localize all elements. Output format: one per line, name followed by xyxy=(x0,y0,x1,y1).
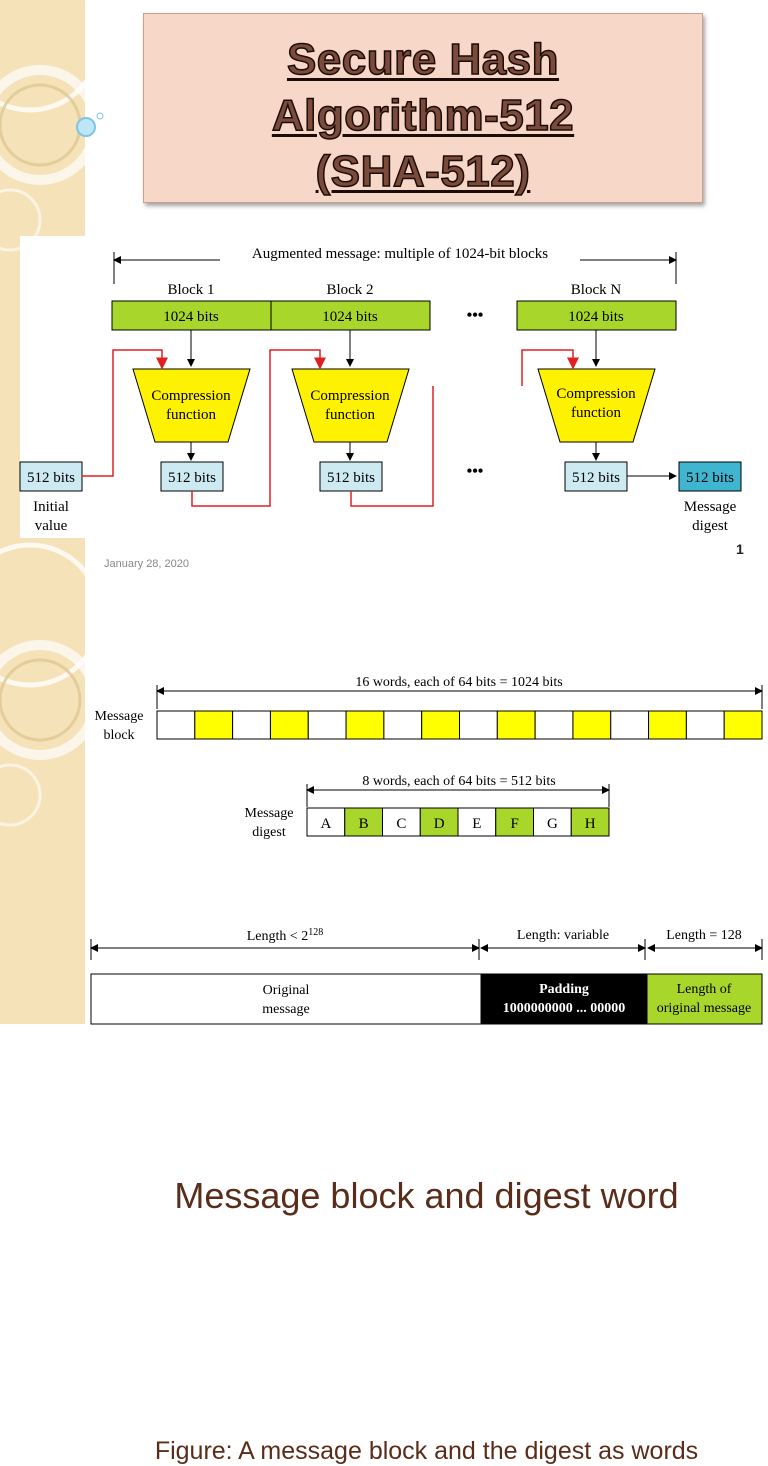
message-word-cell xyxy=(195,711,233,739)
block-span-label: 16 words, each of 64 bits = 1024 bits xyxy=(355,675,563,690)
message-word-cell xyxy=(724,711,762,739)
svg-text:512 bits: 512 bits xyxy=(327,470,375,486)
svg-text:function: function xyxy=(325,407,375,423)
digest-word-label: C xyxy=(396,816,407,832)
title-box xyxy=(143,13,703,203)
message-word-cell xyxy=(686,711,724,739)
block-name: Block 2 xyxy=(326,282,374,298)
message-word-cell xyxy=(535,711,573,739)
page-number: 1 xyxy=(736,541,744,557)
digest-word-label: G xyxy=(546,816,558,832)
svg-text:512 bits: 512 bits xyxy=(27,470,75,486)
svg-text:Message: Message xyxy=(244,806,294,821)
svg-text:1000000000 ... 00000: 1000000000 ... 00000 xyxy=(502,1001,626,1016)
svg-text:block: block xyxy=(103,728,135,743)
sha512-diagram xyxy=(20,236,748,538)
slide-date: January 28, 2020 xyxy=(104,558,190,570)
compression-function xyxy=(292,369,409,442)
svg-text:Padding: Padding xyxy=(539,982,589,997)
title-line: (SHA-512) xyxy=(315,147,531,196)
title-line: Secure Hash xyxy=(286,35,560,84)
svg-text:message: message xyxy=(262,1002,310,1017)
word-diagram xyxy=(0,575,768,1024)
svg-text:function: function xyxy=(166,407,216,423)
digest-span-label: 8 words, each of 64 bits = 512 bits xyxy=(362,774,556,789)
figure-caption: Figure: A message block and the digest as words xyxy=(154,1437,699,1465)
length-label-original: Length < $2^{128}$ xyxy=(246,927,324,944)
message-word-cell xyxy=(422,711,460,739)
message-block-words xyxy=(157,711,762,739)
digest-word-label: A xyxy=(320,816,332,832)
compression-function xyxy=(133,369,250,442)
svg-text:Message: Message xyxy=(94,709,144,724)
svg-text:original message: original message xyxy=(656,1001,752,1016)
digest-word-label: F xyxy=(510,816,519,832)
message-word-cell xyxy=(460,711,498,739)
svg-text:digest: digest xyxy=(252,825,286,840)
sha512-diagram-svg xyxy=(20,236,748,538)
svg-text:512 bits: 512 bits xyxy=(168,470,216,486)
initial-label: Initial xyxy=(33,499,69,515)
digest-word-label: B xyxy=(358,816,369,832)
svg-text:Length of: Length of xyxy=(676,982,732,997)
digest-word-label: H xyxy=(584,816,596,832)
svg-text:digest: digest xyxy=(692,518,728,534)
svg-text:value: value xyxy=(34,518,68,534)
ellipsis: ••• xyxy=(466,307,484,324)
length-label-tail: Length = 128 xyxy=(666,928,742,943)
svg-text:Compression: Compression xyxy=(151,388,231,404)
svg-text:512 bits: 512 bits xyxy=(686,470,734,486)
message-word-cell xyxy=(233,711,271,739)
message-word-cell xyxy=(497,711,535,739)
digest-words xyxy=(307,808,609,836)
message-word-cell xyxy=(157,711,195,739)
svg-text:function: function xyxy=(571,405,621,421)
message-word-cell xyxy=(346,711,384,739)
message-word-cell xyxy=(384,711,422,739)
block-bits: 1024 bits xyxy=(568,309,624,325)
svg-text:512 bits: 512 bits xyxy=(572,470,620,486)
slide-2 xyxy=(0,575,768,1465)
message-word-cell xyxy=(611,711,649,739)
message-word-cell xyxy=(573,711,611,739)
block-name: Block 1 xyxy=(167,282,215,298)
message-word-cell xyxy=(308,711,346,739)
title-line: Algorithm-512 xyxy=(271,91,575,140)
slide-1 xyxy=(0,0,768,575)
block-bits: 1024 bits xyxy=(163,309,219,325)
digest-label: Message xyxy=(683,499,737,515)
block-name: Block N xyxy=(570,282,622,298)
slide-title xyxy=(144,32,702,200)
block-bits: 1024 bits xyxy=(322,309,378,325)
slide-heading: Message block and digest word xyxy=(174,1175,679,1216)
length-label-padding: Length: variable xyxy=(516,928,610,943)
digest-word-label: E xyxy=(472,816,482,832)
svg-text:Compression: Compression xyxy=(556,386,636,402)
svg-text:Original: Original xyxy=(262,983,310,998)
message-word-cell xyxy=(649,711,687,739)
svg-text:•••: ••• xyxy=(466,463,484,480)
message-word-cell xyxy=(270,711,308,739)
svg-text:Compression: Compression xyxy=(310,388,390,404)
digest-word-label: D xyxy=(433,816,445,832)
span-label: Augmented message: multiple of 1024-bit blocks xyxy=(251,246,549,262)
